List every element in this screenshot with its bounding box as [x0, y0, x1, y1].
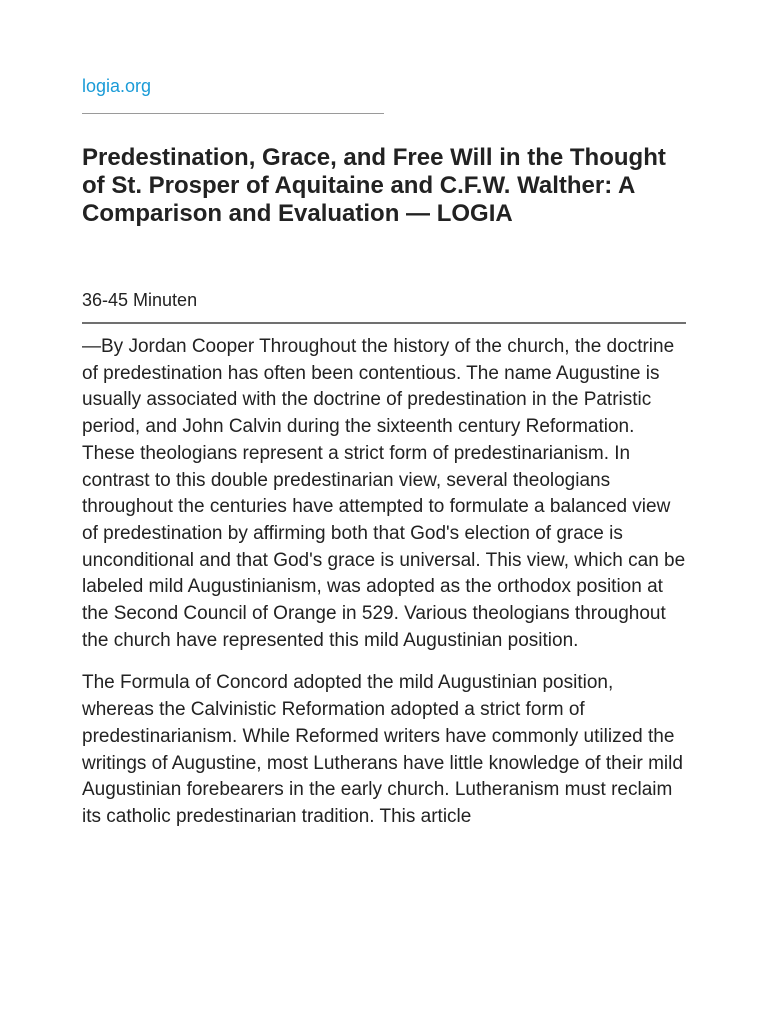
header-divider: [82, 113, 384, 114]
reading-time: 36-45 Minuten: [82, 290, 198, 310]
article-title: Predestination, Grace, and Free Will in the Thought of St. Prosper of Aquitaine and C.F.W. Walther: A Comparison and Evaluation — LOGIA: [82, 144, 666, 227]
article-page: [82, 0, 686, 1024]
article-paragraph: The Formula of Concord adopted the mild Augustinian position, whereas the Calvinistic Reformation adopted a strict form of predestinarianism. While Reformed writers have commonly utilized the writings of Augustine, most Lutherans have little knowledge of their mild Augustinian forebearers in the early church. Lutheranism must reclaim its catholic predestinarian tradition. This article: [82, 672, 683, 827]
article-body: [82, 334, 686, 847]
article-paragraph: —By Jordan Cooper Throughout the history of the church, the doctrine of predestination has often been contentious. The name Augustine is usually associated with the doctrine of predestination in the Patristic period, and John Calvin during the sixteenth century Reformation. These theologians represent a strict form of predestinarianism. In contrast to this double predestinarian view, several theologians throughout the centuries have attempted to formulate a balanced view of predestination by affirming both that God's election of grace is unconditional and that God's grace is universal. This view, which can be labeled mild Augustinianism, was adopted as the orthodox position at the Second Council of Orange in 529. Various theologians throughout the church have represented this mild Augustinian position.: [82, 336, 686, 651]
source-link[interactable]: logia.org: [82, 76, 152, 96]
content-divider: [82, 322, 686, 324]
